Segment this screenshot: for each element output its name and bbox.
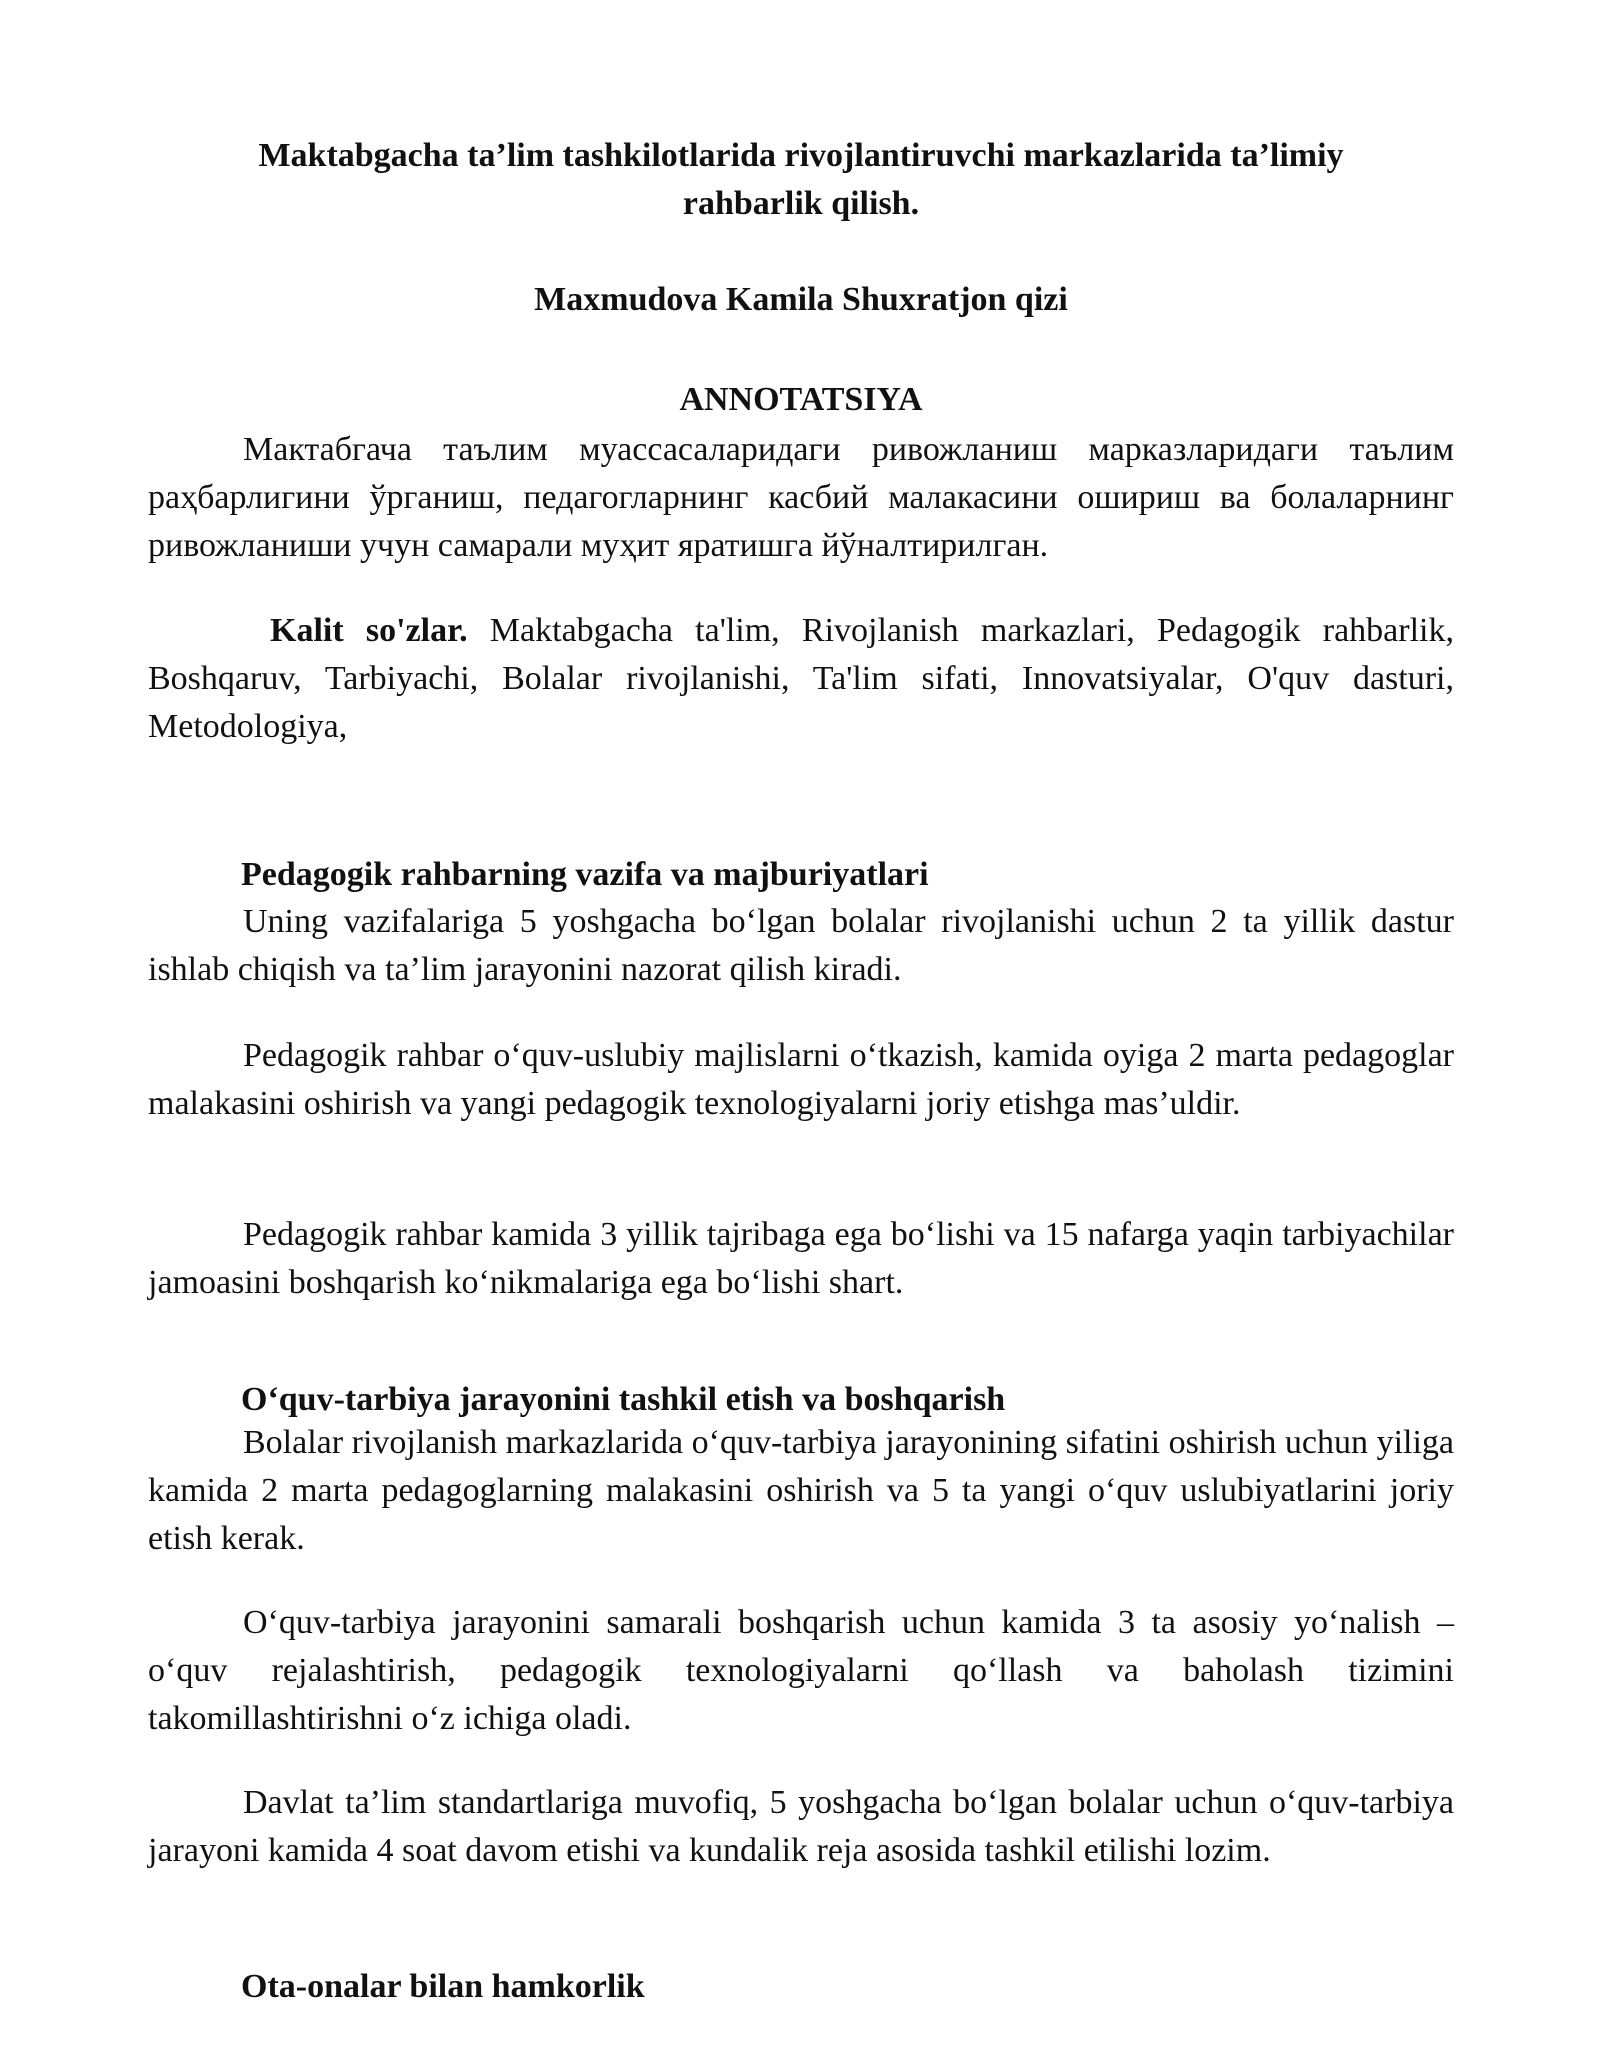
- document-page: [148, 0, 1454, 2070]
- document-title-line-2: rahbarlik qilish.: [682, 185, 920, 222]
- section-2-paragraph-1: Bolalar rivojlanish markazlarida o‘quv-tarbiya jarayonining sifatini oshirish uchun yiliga kamida 2 marta pedagoglarning malakasini oshirish va 5 ta yangi o‘quv uslubiyatlarini joriy etish kerak.: [148, 1424, 1454, 1557]
- section-1-paragraph-2: Pedagogik rahbar o‘quv-uslubiy majlislarni o‘tkazish, kamida oyiga 2 marta pedagoglar malakasini oshirish va yangi pedagogik texnologiyalarni joriy etishga mas’uldir.: [148, 1037, 1454, 1122]
- annotation-paragraph: Мактабгача таълим муассасаларидаги ривожланиш марказларидаги таълим раҳбарлигини ўрганиш, педагогларнинг касбий малакасини ошириш ва болаларнинг ривожланиши учун самарали муҳит яратишга йўналтирилган.: [148, 431, 1454, 564]
- section-2-paragraph-3: Davlat ta’lim standartlariga muvofiq, 5 yoshgacha bo‘lgan bolalar uchun o‘quv-tarbiya jarayoni kamida 4 soat davom etishi va kundalik reja asosida tashkil etilishi lozim.: [148, 1784, 1454, 1869]
- section-heading-parents: Ota-onalar bilan hamkorlik: [241, 1968, 645, 2005]
- annotation-heading: ANNOTATSIYA: [679, 381, 923, 418]
- section-heading-process: O‘quv-tarbiya jarayonini tashkil etish va boshqarish: [241, 1381, 1006, 1418]
- keywords-list: Maktabgacha ta'lim, Rivojlanish markazlari, Pedagogik rahbarlik, Boshqaruv, Tarbiyachi, Bolalar rivojlanishi, Ta'lim sifati, Innovatsiyalar, O'quv dasturi, Metodologiya,: [148, 612, 1454, 745]
- document-title-line-1: Maktabgacha ta’lim tashkilotlarida rivojlantiruvchi markazlarida ta’limiy: [258, 137, 1344, 174]
- keywords-paragraph: [148, 607, 1454, 751]
- section-1-paragraph-1: Uning vazifalariga 5 yoshgacha bo‘lgan bolalar rivojlanishi uchun 2 ta yillik dastur ishlab chiqish va ta’lim jarayonini nazorat qilish kiradi.: [148, 903, 1454, 988]
- section-heading-duties: Pedagogik rahbarning vazifa va majburiyatlari: [241, 856, 929, 893]
- author-name: Maxmudova Kamila Shuxratjon qizi: [534, 281, 1068, 318]
- keywords-label: Kalit so'zlar.: [270, 612, 468, 649]
- section-1-paragraph-3: Pedagogik rahbar kamida 3 yillik tajribaga ega bo‘lishi va 15 nafarga yaqin tarbiyachilar jamoasini boshqarish ko‘nikmalariga ega bo‘lishi shart.: [148, 1216, 1454, 1301]
- section-2-paragraph-2: O‘quv-tarbiya jarayonini samarali boshqarish uchun kamida 3 ta asosiy yo‘nalish – o‘quv rejalashtirish, pedagogik texnologiyalarni qo‘llash va baholash tizimini takomillashtirishni o‘z ichiga oladi.: [148, 1604, 1454, 1737]
